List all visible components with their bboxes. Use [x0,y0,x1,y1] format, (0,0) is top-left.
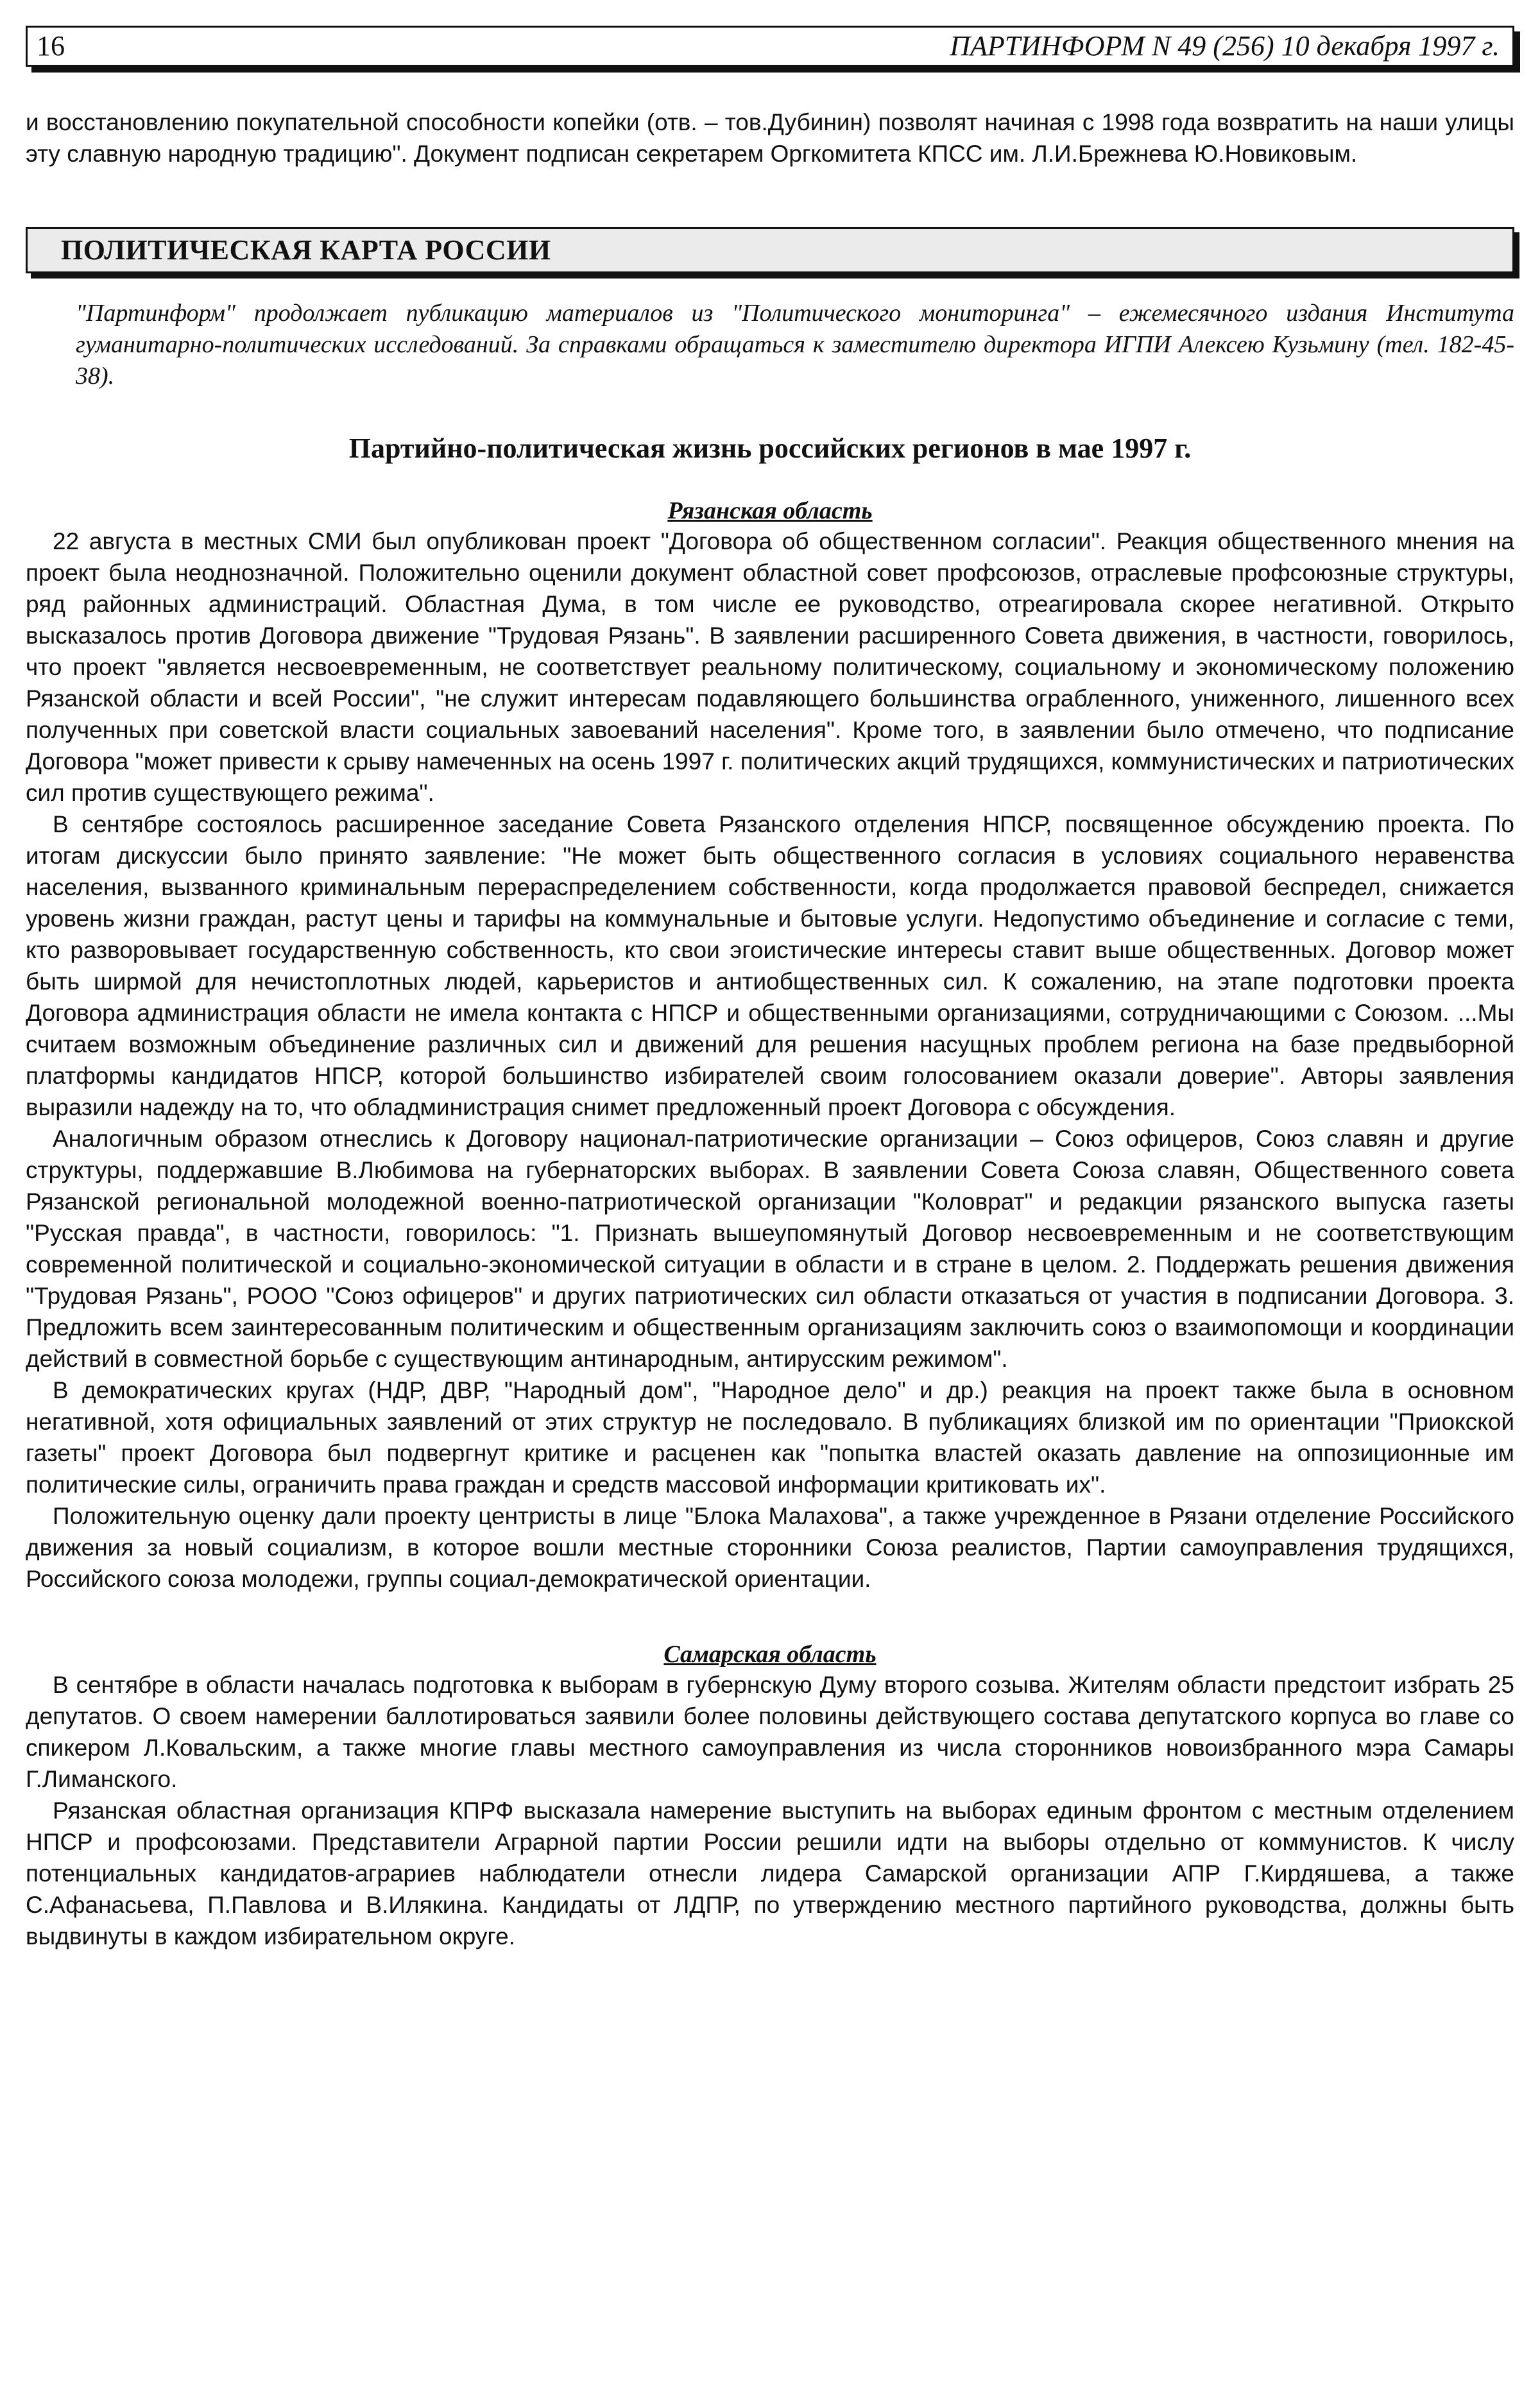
body-paragraph: 22 августа в местных СМИ был опубликован проект "Договора об общественном согласии". Реакция общественного мнения на проект была неоднозначной. Положительно оценили документ областной совет профсоюзов, отраслевые профсоюзные структуры, ряд районных администраций. Областная Дума, в том числе ее руководство, отреагировала скорее негативной. Открыто высказалось против Договора движение "Трудовая Рязань". В заявлении расширенного Совета движения, в частности, говорилось, что проект "является несвоевременным, не соответствует реальному политическому, социальному и экономическому положению Рязанской области и всей России", "не служит интересам подавляющего большинства ограбленного, униженного, лишенного всех полученных при советской власти социальных завоеваний населения". Кроме того, в заявлении было отмечено, что подписание Договора "может привести к срыву намеченных на осень 1997 г. политических акций трудящихся, коммунистических и патриотических сил против существующего режима". [26,528,1514,806]
body-paragraph: Аналогичным образом отнеслись к Договору национал-патриотические организации – Союз офицеров, Союз славян и другие структуры, поддержавшие В.Любимова на губернаторских выборах. В заявлении Совета Союза славян, Общественного совета Рязанской региональной молодежной военно-патриотической организации "Коловрат" и редакции рязанского выпуска газеты "Русская правда", в частности, говорилось: "1. Признать вышеупомянутый Договор несвоевременным и не соответствующим современной политической и социально-экономической ситуации в области и в стране в целом. 2. Поддержать решения движения "Трудовая Рязань", РООО "Союз офицеров" и других патриотических сил области отказаться от участия в подписании Договора. 3. Предложить всем заинтересованным политическим и общественным организациям заключить союз о взаимопомощи и координации действий в совместной борьбе с существующим антинародным, антирусским режимом". [26,1126,1514,1372]
continuation-paragraph: и восстановлению покупательной способности копейки (отв. – тов.Дубинин) позволят начиная с 1998 года возвратить на наши улицы эту славную народную традицию". Документ подписан секретарем Оргкомитета КПСС им. Л.И.Брежнева Ю.Новиковым. [26,109,1514,167]
article-heading: Партийно-политическая жизнь российских регионов в мае 1997 г. [348,433,1192,464]
section-banner [26,227,1514,273]
body-paragraph: В демократических кругах (НДР, ДВР, "Народный дом", "Народное дело" и др.) реакция на проект также была в основном негативной, хотя официальных заявлений от этих структур не последовало. В публикациях близкой им по ориентации "Приокской газеты" проект Договора был подвергнут критике и расценен как "попытка властей оказать давление на оппозиционные им политические силы, ограничить права граждан и средств массовой информации критиковать их". [26,1377,1514,1498]
region-heading-ryazan: Рязанская область [667,497,873,524]
page-number: 16 [37,30,65,62]
body-paragraph: Положительную оценку дали проекту центристы в лице "Блока Малахова", а также учрежденное в Рязани отделение Российского движения за новый социализм, в которое вошли местные сторонники Союза реалистов, Партии самоуправления трудящихся, Российского союза молодежи, группы социал-демократической ориентации. [26,1503,1514,1592]
region-heading-samara: Самарская область [663,1641,877,1668]
body-paragraph: В сентябре в области началась подготовка к выборам в губернскую Думу второго созыва. Жителям области предстоит избрать 25 депутатов. О своем намерении баллотироваться заявили более половины действующего состава депутатского корпуса во главе со спикером Л.Ковальским, а также многие главы местного самоуправления из числа сторонников новоизбранного мэра Самары Г.Лиманского. [26,1672,1514,1792]
section-title: ПОЛИТИЧЕСКАЯ КАРТА РОССИИ [61,234,551,266]
page-header [26,26,1514,67]
body-paragraph: В сентябре состоялось расширенное заседание Совета Рязанского отделения НПСР, посвященное обсуждению проекта. По итогам дискуссии было принято заявление: "Не может быть общественного согласия в условиях социального неравенства населения, вызванного криминальным перераспределением собственности, когда продолжается правовой беспредел, снижается уровень жизни граждан, растут цены и тарифы на коммунальные и бытовые услуги. Недопустимо объединение и согласие с теми, кто разворовывает государственную собственность, кто свои эгоистические интересы ставит выше общественных. Договор может быть ширмой для нечистоплотных людей, карьеристов и антиобщественных сил. К сожалению, на этапе подготовки проекта Договора администрация области не имела контакта с НПСР и общественными организациями, сотрудничающими с Союзом. ...Мы считаем возможным объединение различных сил и движений для решения насущных проблем региона на базе предвыборной платформы кандидатов НПСР, которой большинство избирателей своим голосованием оказали доверие". Авторы заявления выразили надежду на то, что обладминистрация снимет предложенный проект Договора с обсуждения. [26,811,1514,1120]
page [26,26,1514,1952]
publication-title: ПАРТИНФОРМ N 49 (256) 10 декабря 1997 г. [950,30,1500,62]
body-paragraph: Рязанская областная организация КПРФ высказала намерение выступить на выборах единым фронтом с местным отделением НПСР и профсоюзами. Представители Аграрной партии России решили идти на выборы отдельно от коммунистов. К числу потенциальных кандидатов-аграриев наблюдатели отнесли лидера Самарской организации АПР Г.Кирдяшева, а также С.Афанасьева, П.Павлова и В.Илякина. Кандидаты от ЛДПР, по утверждению местного партийного руководства, должны быть выдвинуты в каждом избирательном округе. [26,1797,1514,1949]
section-intro: "Партинформ" продолжает публикацию материалов из "Политического мониторинга" – ежемесячного издания Института гуманитарно-политических исследований. За справками обращаться к заместителю директора ИГПИ Алексею Кузьмину (тел. 182-45-38). [76,300,1514,390]
